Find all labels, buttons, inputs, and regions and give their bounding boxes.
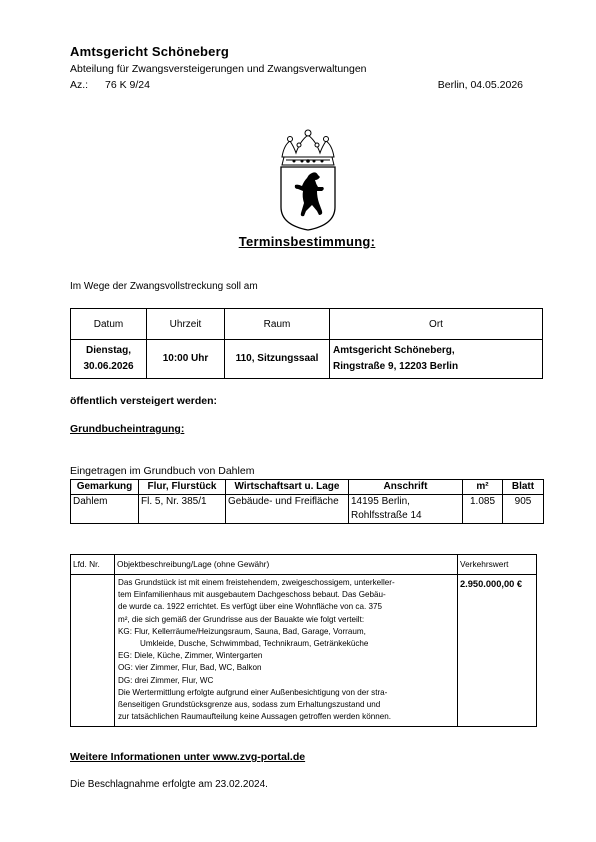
place-date: Berlin, 04.05.2026 <box>437 79 523 91</box>
appointment-table <box>70 308 543 379</box>
land-register-table <box>70 479 544 524</box>
department: Abteilung für Zwangsversteigerungen und Zwangsverwaltungen <box>70 63 367 75</box>
page-title: Terminsbestimmung: <box>238 234 376 249</box>
header-blatt: Blatt <box>503 480 544 495</box>
header-place: Ort <box>330 309 543 340</box>
file-number <box>70 79 150 91</box>
cell-blatt: 905 <box>503 495 544 524</box>
header-gemarkung: Gemarkung <box>71 480 139 495</box>
intro-text: Im Wege der Zwangsvollstreckung soll am <box>70 281 258 292</box>
header-market-value: Verkehrswert <box>460 559 509 569</box>
header-anschrift: Anschrift <box>349 480 463 495</box>
land-register-heading: Grundbucheintragung: <box>70 423 185 435</box>
object-description-table <box>70 554 537 727</box>
appointment-time: 10:00 Uhr <box>147 340 225 379</box>
cell-m2: 1.085 <box>463 495 503 524</box>
info-link[interactable]: Weitere Informationen unter www.zvg-portal.de <box>70 751 306 763</box>
cell-wirtschaftsart: Gebäude- und Freifläche <box>226 495 349 524</box>
table-row <box>71 495 544 524</box>
appointment-date: Dienstag, 30.06.2026 <box>71 340 147 379</box>
file-number-label: Az.: <box>70 79 89 91</box>
file-number-value: 76 K 9/24 <box>105 79 150 91</box>
header-description: Objektbeschreibung/Lage (ohne Gewähr) <box>115 555 458 574</box>
auction-statement: öffentlich versteigert werden: <box>70 395 218 407</box>
object-description: Das Grundstück ist mit einem freistehendem, zweigeschossigem, unterkeller- tem Einfamilienhaus mit ausgebautem Dachgeschoss bebaut. Das Gebäu- de wurde ca. 1922 errichtet. Es verfügt über eine Wohnfläche von ca. 375 m², die sich gemäß der Grundrisse aus der Bauakte wie folgt verteilt: KG: Flur, Kellerräume/Heizungsraum, Sauna, Bad, Garage, Vorraum, Umkleide, Dusche, Schwimmbad, Technikraum, Getränkeküche EG: Diele, Küche, Zimmer, Wintergarten OG: vier Zimmer, Flur, Bad, WC, Balkon DG: drei Zimmer, Flur, WC Die Wertermittlung erfolgte aufgrund einer Außenbesichtigung von der stra- ßenseitigen Grundstücksgrenze aus, sodass zum Erhaltungszustand und zur tatsächlichen Raumaufteilung keine Aussagen getroffen werden können. <box>115 575 458 726</box>
seizure-date-text: Die Beschlagnahme erfolgte am 23.02.2024. <box>70 779 268 790</box>
appointment-place: Amtsgericht Schöneberg, Ringstraße 9, 12203 Berlin <box>330 340 543 379</box>
land-register-intro: Eingetragen im Grundbuch von Dahlem <box>70 465 255 477</box>
header-time: Uhrzeit <box>147 309 225 340</box>
cell-lfd-nr <box>71 575 115 726</box>
appointment-room: 110, Sitzungssaal <box>225 340 330 379</box>
cell-anschrift: 14195 Berlin, Rohlfsstraße 14 <box>349 495 463 524</box>
court-name: Amtsgericht Schöneberg <box>70 44 229 59</box>
header-wirtschaftsart: Wirtschaftsart u. Lage <box>226 480 349 495</box>
market-value: 2.950.000,00 € <box>460 579 523 589</box>
cell-gemarkung: Dahlem <box>71 495 139 524</box>
cell-flur: Fl. 5, Nr. 385/1 <box>139 495 226 524</box>
header-room: Raum <box>225 309 330 340</box>
header-date: Datum <box>71 309 147 340</box>
header-m2: m² <box>463 480 503 495</box>
header-flur: Flur, Flurstück <box>139 480 226 495</box>
berlin-bear-crest-icon <box>276 127 340 231</box>
header-lfd-nr: Lfd. Nr. <box>71 555 115 574</box>
